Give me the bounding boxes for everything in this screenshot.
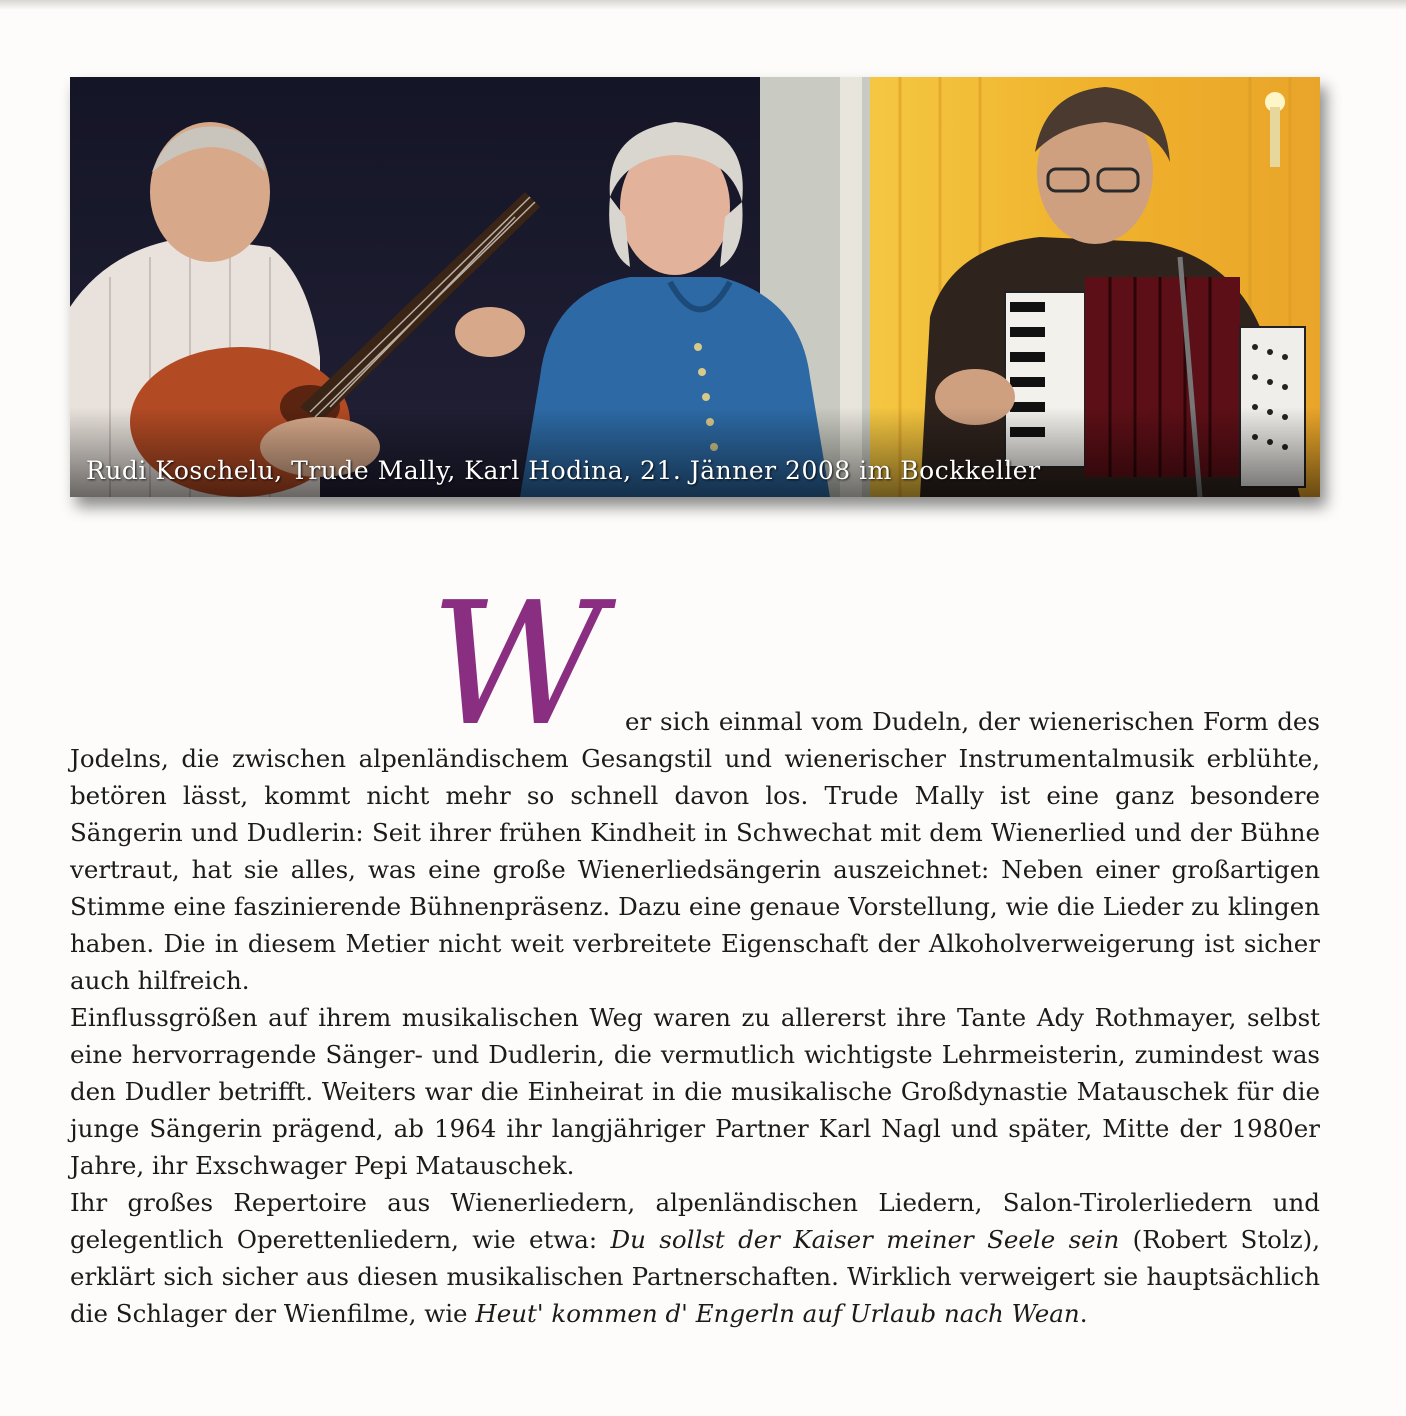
paragraph-1-text: er sich einmal vom Dudeln, der wienerischen Form des Jodelns, die zwischen alpenländischem Gesangstil und wienerischer Instrumentalmusik erblühte, betören lässt, kommt nicht mehr so schnell davon los. Trude Mally ist eine ganz besondere Sängerin und Dudlerin: Seit ihrer frühen Kindheit in Schwechat mit dem Wienerlied und der Bühne vertraut, hat sie alles, was eine große Wienerliedsängerin auszeichnet: Neben einer großartigen Stimme eine faszinierende Bühnenpräsenz. Dazu eine genaue Vorstellung, wie die Lieder zu klingen haben. Die in diesem Metier nicht weit verbreitete Eigenschaft der Alkoholverweigerung ist sicher auch hilfreich. (70, 707, 1320, 995)
paragraph-3 (70, 1184, 1320, 1332)
photo-caption: Rudi Koschelu, Trude Mally, Karl Hodina, 21. Jänner 2008 im Bockkeller (86, 456, 1041, 485)
concert-photo (70, 77, 1320, 497)
song-title-engerln: Heut' kommen d' Engerln auf Urlaub nach Wean (475, 1299, 1080, 1328)
article-body (70, 703, 1320, 1332)
paragraph-2: Einflussgrößen auf ihrem musikalischen Weg waren zu allererst ihre Tante Ady Rothmayer, selbst eine hervorragende Sänger- und Dudlerin, die vermutlich wichtigste Lehrmeisterin, zumindest was den Dudler betrifft. Weiters war die Einheirat in die musikalische Großdynastie Matauschek für die junge Sängerin prägend, ab 1964 ihr langjähriger Partner Karl Nagl und später, Mitte der 1980er Jahre, ihr Exschwager Pepi Matauschek. (70, 1003, 1320, 1180)
song-title-kaiser: Du sollst der Kaiser meiner Seele sein (610, 1225, 1120, 1254)
drop-cap: W (430, 566, 605, 764)
paragraph-3-text-b: (Robert Stolz), erklärt sich sicher aus diesen musikalischen Partnerschaften. Wirklich verweigert sie hauptsächlich die Schlager der Wienfilme, wie (70, 1225, 1320, 1328)
paragraph-1 (70, 703, 1320, 999)
top-rule (0, 0, 1406, 10)
paragraph-3-text-a: Ihr großes Repertoire aus Wienerliedern, alpenländischen Liedern, Salon-Tirolerliedern und gelegentlich Operettenliedern, wie etwa: (70, 1188, 1320, 1254)
paragraph-3-text-c: . (1079, 1299, 1088, 1328)
